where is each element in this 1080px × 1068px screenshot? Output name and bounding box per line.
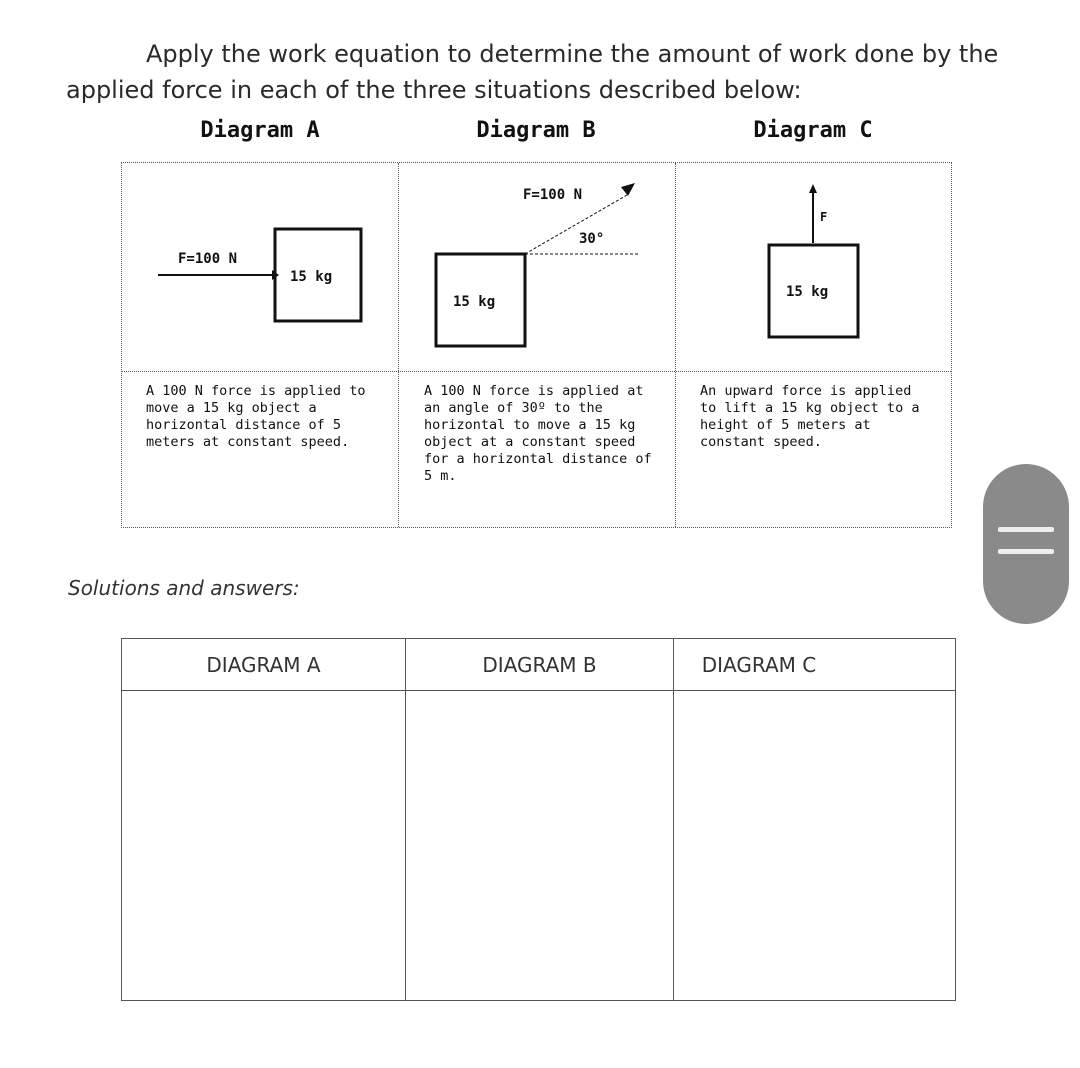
diagram-c-heading: Diagram C bbox=[753, 118, 873, 143]
answer-cell-b[interactable] bbox=[406, 691, 673, 1000]
force-arrow-line bbox=[525, 195, 627, 254]
description-line: move a 15 kg object a bbox=[146, 400, 317, 416]
description-line: A 100 N force is applied to bbox=[146, 383, 366, 399]
description-line: for a horizontal distance of bbox=[424, 451, 652, 467]
header-diagram-c: DIAGRAM C bbox=[701, 653, 817, 677]
solutions-label: Solutions and answers: bbox=[68, 576, 300, 600]
description-line: meters at constant speed. bbox=[146, 434, 350, 450]
description-line: constant speed. bbox=[700, 434, 822, 450]
force-arrowhead bbox=[809, 184, 817, 193]
force-label: F=100 N bbox=[178, 251, 238, 267]
description-line: an angle of 30º to the bbox=[424, 400, 603, 416]
description-line: height of 5 meters at bbox=[700, 417, 871, 433]
force-arrowhead bbox=[621, 183, 635, 196]
description-line: An upward force is applied bbox=[700, 383, 912, 399]
angle-label: 30° bbox=[579, 231, 605, 247]
answer-cell-c[interactable] bbox=[674, 691, 955, 1000]
diagram-b-figure bbox=[399, 163, 675, 371]
description-line: to lift a 15 kg object to a bbox=[700, 400, 920, 416]
row-divider bbox=[122, 371, 951, 372]
answer-cell-a[interactable] bbox=[122, 691, 405, 1000]
diagram-b-heading: Diagram B bbox=[476, 118, 596, 143]
description-line: horizontal to move a 15 kg bbox=[424, 417, 636, 433]
header-diagram-b: DIAGRAM B bbox=[482, 653, 597, 677]
force-label: F=100 N bbox=[523, 187, 583, 203]
diagram-c-description bbox=[700, 383, 950, 451]
diagram-c-figure bbox=[676, 163, 952, 371]
diagram-b-description bbox=[424, 383, 674, 485]
mass-label: 15 kg bbox=[453, 294, 496, 310]
diagram-a-figure bbox=[122, 163, 398, 371]
force-label: F bbox=[820, 210, 828, 224]
diagram-a-heading: Diagram A bbox=[200, 118, 320, 143]
diagram-a-description bbox=[146, 383, 396, 451]
mass-label: 15 kg bbox=[786, 284, 829, 300]
description-line: 5 m. bbox=[424, 468, 457, 484]
description-line: horizontal distance of 5 bbox=[146, 417, 342, 433]
description-line: A 100 N force is applied at bbox=[424, 383, 644, 399]
instructions bbox=[66, 36, 1046, 108]
header-diagram-a: DIAGRAM A bbox=[206, 653, 321, 677]
mass-label: 15 kg bbox=[290, 269, 333, 285]
diagram-table bbox=[121, 162, 952, 528]
instructions-line-1: Apply the work equation to determine the amount of work done by the bbox=[146, 40, 999, 68]
description-line: object at a constant speed bbox=[424, 434, 636, 450]
answer-table bbox=[121, 638, 956, 1001]
side-panel-handle[interactable] bbox=[983, 464, 1069, 624]
instructions-line-2: applied force in each of the three situations described below: bbox=[66, 76, 802, 104]
